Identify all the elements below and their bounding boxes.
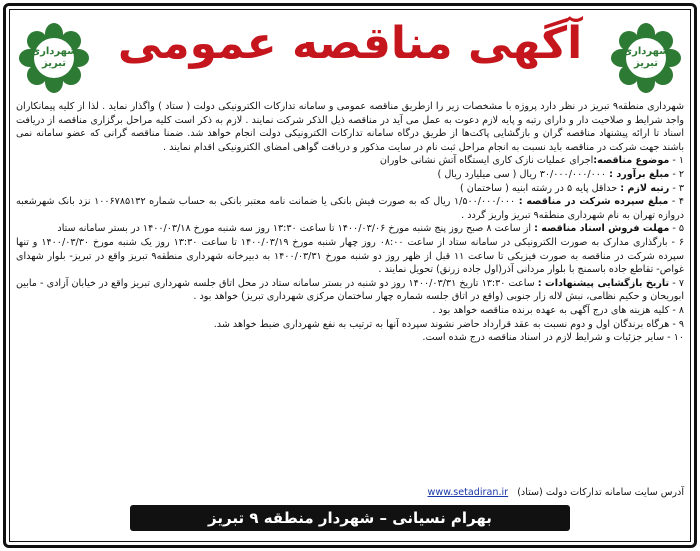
item-number: ۹	[678, 318, 684, 330]
item-label: تاریخ بازگشایی پیشنهادات :	[537, 277, 670, 289]
notice-body	[16, 100, 684, 345]
item-number: ۸	[678, 304, 684, 316]
notice-item-2: ۲ - مبلغ برآورد : ۳۰/۰۰۰/۰۰۰/۰۰۰ ریال ( سی میلیارد ریال )	[437, 168, 684, 180]
item-text: بارگذاری مدارک به صورت الکترونیکی در سامانه ستاد از ساعت ۰۸:۰۰ روز چهار شنبه مورخ ۱۴۰۰/۰۳/۱۹ تا ساعت ۱۳:۳۰ روز یک شنبه مورخ ۱۴۰۰/۰۳/۳۰ و تنها سپرده شرکت در مناقصه به صورت فیزیکی تا ساعت ۱۱ قبل از ظهر روز دو شنبه مورخ ۱۴۰۰/۰۳/۳۱ به دبیرخانه شهرداری منطقه۹ تبریز واقع در تبریز- بلوار شهدای غواص- تقاطع جاده باسمنج با بلوار مردانی آذر(اول جاده زرنق) تحویل نمایند .	[16, 236, 684, 276]
source-url-link[interactable]: www.setadiran.ir	[427, 487, 509, 498]
item-number: ۶	[678, 236, 685, 248]
item-text: اجرای عملیات نازک کاری ایستگاه آتش نشانی خاوران	[379, 155, 594, 167]
intro-paragraph: شهرداری منطقه۹ تبریز در نظر دارد پروژه با مشخصات زیر را ازطریق مناقصه عمومی و سامانه تدارکات الکترونیکی دولت ( ستاد ) واگذار نماید . لذا از کلیه پیمانکاران واجد شرایط و صلاحیت دار و دارای رتبه و پایه لازم دعوت به عمل می آید در مناقصه ذیل الذکر شرکت نمایند . لازم به ذکر است کلیه مراحل برگزاری مناقصه از دریافت اسناد تا ارائه پیشنهاد مناقصه گران و بازگشایی پاکت‌ها از طریق درگاه سامانه تدارکات الکترونیکی دولت انجام خواهد شد. ضمنا مناقصه گرانی که عضو سامانه نمی باشند جهت شرکت در مناقصه باید نسبت به انجام مراحل ثبت نام در سایت مذکور و دریافت گواهی امضای الکترونیکی اقدام نمایند .	[16, 101, 684, 153]
item-number: ۴	[678, 196, 684, 208]
item-text: ۳۰/۰۰۰/۰۰۰/۰۰۰ ریال ( سی میلیارد ریال )	[437, 168, 607, 180]
notice-item-6: ۶ - بارگذاری مدارک به صورت الکترونیکی در سامانه ستاد از ساعت ۰۸:۰۰ روز چهار شنبه مورخ ۱۴۰۰/۰۳/۱۹ تا ساعت ۱۳:۳۰ روز یک شنبه مورخ ۱۴۰۰/۰۳/۳۰ و تنها سپرده شرکت در مناقصه به صورت فیزیکی تا ساعت ۱۱ قبل از ظهر روز دو شنبه مورخ ۱۴۰۰/۰۳/۳۱ به دبیرخانه شهرداری منطقه۹ تبریز واقع در تبریز- بلوار شهدای غواص- تقاطع جاده باسمنج با بلوار مردانی آذر(اول جاده زرنق) تحویل نمایند .	[16, 236, 685, 276]
item-text: کلیه هزینه های درج آگهی به عهده برنده مناقصه خواهد بود .	[432, 304, 670, 316]
notice-title: آگهی مناقصه عمومی	[117, 18, 583, 69]
item-text: از ساعت ۸ صبح روز پنج شنبه مورخ ۱۴۰۰/۰۳/۰۶ تا ساعت ۱۳:۳۰ روز سه شنبه مورخ ۱۴۰۰/۰۳/۱۸ در بستر سامانه ستاد	[57, 223, 532, 235]
item-label: موضوع مناقصه:	[593, 155, 670, 167]
item-label: رتبه لازم :	[620, 182, 670, 194]
notice-item-3: ۳ - رتبه لازم : حداقل پایه ۵ در رشته ابنیه ( ساختمان )	[460, 182, 684, 194]
item-number: ۵	[678, 223, 684, 235]
item-label: مهلت فروش اسناد مناقصه :	[534, 223, 670, 235]
notice-item-1: ۱ - موضوع مناقصه:اجرای عملیات نازک کاری ایستگاه آتش نشانی خاوران	[379, 155, 684, 167]
item-number: ۲	[678, 168, 684, 180]
item-number: ۱۰	[673, 332, 684, 344]
logo-text-left: شهرداری تبریز	[30, 46, 78, 69]
item-text: هرگاه برندگان اول و دوم نسبت به عقد قرارداد حاضر نشوند سپرده آنها به ترتیب به نفع شهرداری ضبط خواهد شد.	[213, 318, 670, 330]
item-number: ۱	[678, 155, 684, 167]
item-label: مبلغ سپرده شرکت در مناقصه :	[518, 196, 669, 208]
item-number: ۷	[678, 277, 684, 289]
item-number: ۳	[678, 182, 684, 194]
item-label: مبلغ برآورد :	[609, 168, 670, 180]
municipality-logo-right	[610, 22, 682, 94]
source-label: آدرس سایت سامانه تدارکات دولت (ستاد)	[517, 487, 684, 498]
municipality-logo-left	[18, 22, 90, 94]
notice-item-10: ۱۰ - سایر جزئیات و شرایط لازم در اسناد مناقصه درج شده است.	[422, 332, 684, 344]
logo-text-right: شهرداری تبریز	[622, 46, 670, 69]
item-text: سایر جزئیات و شرایط لازم در اسناد مناقصه درج شده است.	[422, 332, 665, 344]
signature-bar: بهرام نسیانی – شهردار منطقه ۹ تبریز	[130, 505, 570, 531]
source-line	[16, 486, 684, 500]
item-text: ساعت ۱۳:۳۰ تاریخ ۱۴۰۰/۰۳/۳۱ روز دو شنبه در بستر سامانه ستاد در محل اتاق جلسه شهرداری تبریز واقع در خیابان آزادی - مابین ابوریحان و حکیم نظامی، نبش لاله زار جنوبی (واقع در اتاق جلسه شماره چهار ساختمان مرکزی شهرداری تبریز) خواهد بود .	[16, 277, 684, 303]
notice-item-7: ۷ - تاریخ بازگشایی پیشنهادات : ساعت ۱۳:۳۰ تاریخ ۱۴۰۰/۰۳/۳۱ روز دو شنبه در بستر سامانه ستاد در محل اتاق جلسه شهرداری تبریز واقع در خیابان آزادی - مابین ابوریحان و حکیم نظامی، نبش لاله زار جنوبی (واقع در اتاق جلسه شماره چهار ساختمان مرکزی شهرداری تبریز) خواهد بود .	[16, 277, 684, 303]
notice-item-4: ۴ - مبلغ سپرده شرکت در مناقصه : ۱/۵۰۰/۰۰۰/۰۰۰ ریال که به صورت فیش بانکی یا ضمانت نامه معتبر بانکی به حساب شماره ۱۰۰۶۷۸۵۱۳۲ نزد بانک شهرشعبه دروازه تهران به نام شهرداری منطقه۹ تبریز واریز گردد .	[16, 196, 684, 221]
notice-item-5: ۵ - مهلت فروش اسناد مناقصه : از ساعت ۸ صبح روز پنج شنبه مورخ ۱۴۰۰/۰۳/۰۶ تا ساعت ۱۳:۳۰ روز سه شنبه مورخ ۱۴۰۰/۰۳/۱۸ در بستر سامانه ستاد	[57, 223, 684, 235]
notice-item-8: ۸ - کلیه هزینه های درج آگهی به عهده برنده مناقصه خواهد بود .	[432, 304, 684, 316]
item-text: حداقل پایه ۵ در رشته ابنیه ( ساختمان )	[460, 182, 618, 194]
item-text: ۱/۵۰۰/۰۰۰/۰۰۰ ریال که به صورت فیش بانکی یا ضمانت نامه معتبر بانکی به حساب شماره ۱۰۰۶۷۸۵۱۳۲ نزد بانک شهرشعبه دروازه تهران به نام شهرداری منطقه۹ تبریز واریز گردد .	[16, 196, 684, 221]
notice-item-9: ۹ - هرگاه برندگان اول و دوم نسبت به عقد قرارداد حاضر نشوند سپرده آنها به ترتیب به نفع شهرداری ضبط خواهد شد.	[213, 318, 684, 330]
